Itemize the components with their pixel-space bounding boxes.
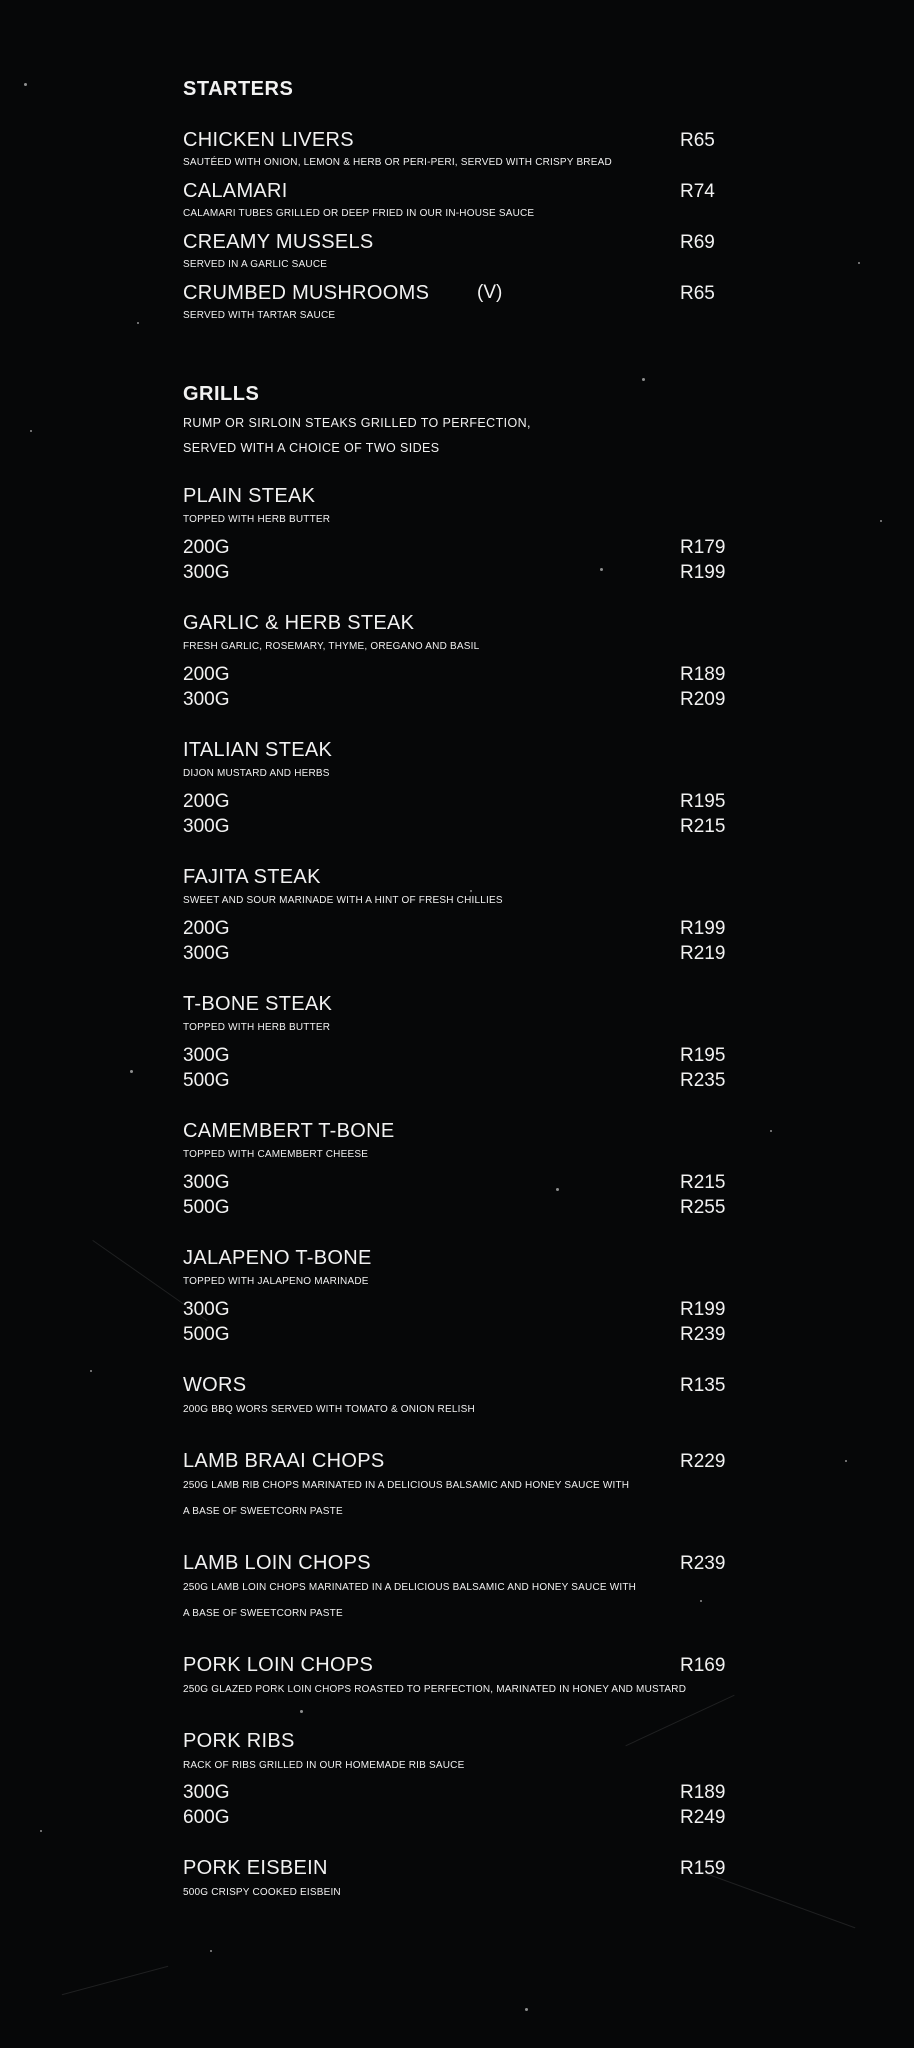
size-label: 500G <box>183 1324 230 1345</box>
size-label: 300G <box>183 1172 230 1193</box>
item-desc-pork-loin-chops: 250G GLAZED PORK LOIN CHOPS ROASTED TO PERFECTION, MARINATED IN HONEY AND MUSTARD <box>183 1684 687 1695</box>
size-label: 200G <box>183 791 230 812</box>
item-name-calamari: CALAMARI <box>183 180 288 202</box>
size-label: 200G <box>183 664 230 685</box>
item-desc-creamy-mussels: SERVED IN A GARLIC SAUCE <box>183 259 328 270</box>
size-label: 300G <box>183 1782 230 1803</box>
size-label: 300G <box>183 816 230 837</box>
item-name-garlic-herb-steak: GARLIC & HERB STEAK <box>183 612 415 634</box>
size-label: 300G <box>183 943 230 964</box>
item-price-pork-eisbein: R159 <box>680 1858 726 1879</box>
size-label: 500G <box>183 1070 230 1091</box>
item-price-lamb-loin-chops: R239 <box>680 1553 726 1574</box>
size-price: R179 <box>680 537 726 558</box>
size-label: 300G <box>183 1299 230 1320</box>
size-price: R235 <box>680 1070 726 1091</box>
section-title-grills: GRILLS <box>183 383 260 405</box>
item-desc-calamari: CALAMARI TUBES GRILLED OR DEEP FRIED IN OUR IN-HOUSE SAUCE <box>183 208 535 219</box>
item-name-creamy-mussels: CREAMY MUSSELS <box>183 231 374 253</box>
item-desc-lamb-braai-chops-line-2: A BASE OF SWEETCORN PASTE <box>183 1506 343 1517</box>
item-name-pork-ribs: PORK RIBS <box>183 1730 295 1752</box>
grills-intro-line-2: SERVED WITH A CHOICE OF TWO SIDES <box>183 441 440 455</box>
item-price-pork-loin-chops: R169 <box>680 1655 726 1676</box>
item-name-crumbed-mushrooms: CRUMBED MUSHROOMS <box>183 282 430 304</box>
item-desc-fajita-steak: SWEET AND SOUR MARINADE WITH A HINT OF FRESH CHILLIES <box>183 895 503 906</box>
size-price: R249 <box>680 1807 726 1828</box>
vegetarian-tag: (V) <box>477 282 503 303</box>
item-name-jalapeno-t-bone: JALAPENO T-BONE <box>183 1247 372 1269</box>
size-price: R195 <box>680 791 726 812</box>
item-price-wors: R135 <box>680 1375 726 1396</box>
item-desc-pork-ribs: RACK OF RIBS GRILLED IN OUR HOMEMADE RIB SAUCE <box>183 1760 465 1771</box>
item-name-camembert-t-bone: CAMEMBERT T-BONE <box>183 1120 395 1142</box>
item-name-lamb-braai-chops: LAMB BRAAI CHOPS <box>183 1450 385 1472</box>
item-name-fajita-steak: FAJITA STEAK <box>183 866 321 888</box>
item-desc-lamb-braai-chops-line-1: 250G LAMB RIB CHOPS MARINATED IN A DELICIOUS BALSAMIC AND HONEY SAUCE WITH <box>183 1480 630 1491</box>
size-label: 300G <box>183 562 230 583</box>
item-desc-pork-eisbein: 500G CRISPY COOKED EISBEIN <box>183 1887 341 1898</box>
item-desc-garlic-herb-steak: FRESH GARLIC, ROSEMARY, THYME, OREGANO AND BASIL <box>183 641 480 652</box>
item-desc-crumbed-mushrooms: SERVED WITH TARTAR SAUCE <box>183 310 336 321</box>
item-desc-t-bone-steak: TOPPED WITH HERB BUTTER <box>183 1022 331 1033</box>
item-desc-chicken-livers: SAUTÉED WITH ONION, LEMON & HERB OR PERI-PERI, SERVED WITH CRISPY BREAD <box>183 157 612 168</box>
item-name-plain-steak: PLAIN STEAK <box>183 485 316 507</box>
size-label: 200G <box>183 918 230 939</box>
size-price: R239 <box>680 1324 726 1345</box>
size-label: 600G <box>183 1807 230 1828</box>
item-desc-wors: 200G BBQ WORS SERVED WITH TOMATO & ONION RELISH <box>183 1404 475 1415</box>
size-price: R189 <box>680 1782 726 1803</box>
item-desc-lamb-loin-chops-line-2: A BASE OF SWEETCORN PASTE <box>183 1608 343 1619</box>
size-price: R199 <box>680 562 726 583</box>
size-price: R189 <box>680 664 726 685</box>
item-desc-lamb-loin-chops-line-1: 250G LAMB LOIN CHOPS MARINATED IN A DELICIOUS BALSAMIC AND HONEY SAUCE WITH <box>183 1582 637 1593</box>
size-label: 300G <box>183 1045 230 1066</box>
size-price: R195 <box>680 1045 726 1066</box>
section-title-starters: STARTERS <box>183 78 294 100</box>
item-name-chicken-livers: CHICKEN LIVERS <box>183 129 354 151</box>
size-label: 300G <box>183 689 230 710</box>
item-price-lamb-braai-chops: R229 <box>680 1451 726 1472</box>
size-price: R199 <box>680 1299 726 1320</box>
item-desc-jalapeno-t-bone: TOPPED WITH JALAPENO MARINADE <box>183 1276 369 1287</box>
size-price: R215 <box>680 816 726 837</box>
item-name-lamb-loin-chops: LAMB LOIN CHOPS <box>183 1552 371 1574</box>
item-desc-plain-steak: TOPPED WITH HERB BUTTER <box>183 514 331 525</box>
item-price-chicken-livers: R65 <box>680 130 715 151</box>
size-price: R215 <box>680 1172 726 1193</box>
item-price-creamy-mussels: R69 <box>680 232 715 253</box>
item-name-wors: WORS <box>183 1374 247 1396</box>
item-name-t-bone-steak: T-BONE STEAK <box>183 993 333 1015</box>
grills-intro-line-1: RUMP OR SIRLOIN STEAKS GRILLED TO PERFECTION, <box>183 416 531 430</box>
item-desc-camembert-t-bone: TOPPED WITH CAMEMBERT CHEESE <box>183 1149 369 1160</box>
size-label: 200G <box>183 537 230 558</box>
size-price: R209 <box>680 689 726 710</box>
item-name-pork-eisbein: PORK EISBEIN <box>183 1857 328 1879</box>
size-label: 500G <box>183 1197 230 1218</box>
item-price-crumbed-mushrooms: R65 <box>680 283 715 304</box>
item-name-pork-loin-chops: PORK LOIN CHOPS <box>183 1654 374 1676</box>
item-price-calamari: R74 <box>680 181 715 202</box>
item-desc-italian-steak: DIJON MUSTARD AND HERBS <box>183 768 330 779</box>
size-price: R199 <box>680 918 726 939</box>
item-name-italian-steak: ITALIAN STEAK <box>183 739 333 761</box>
size-price: R255 <box>680 1197 726 1218</box>
size-price: R219 <box>680 943 726 964</box>
